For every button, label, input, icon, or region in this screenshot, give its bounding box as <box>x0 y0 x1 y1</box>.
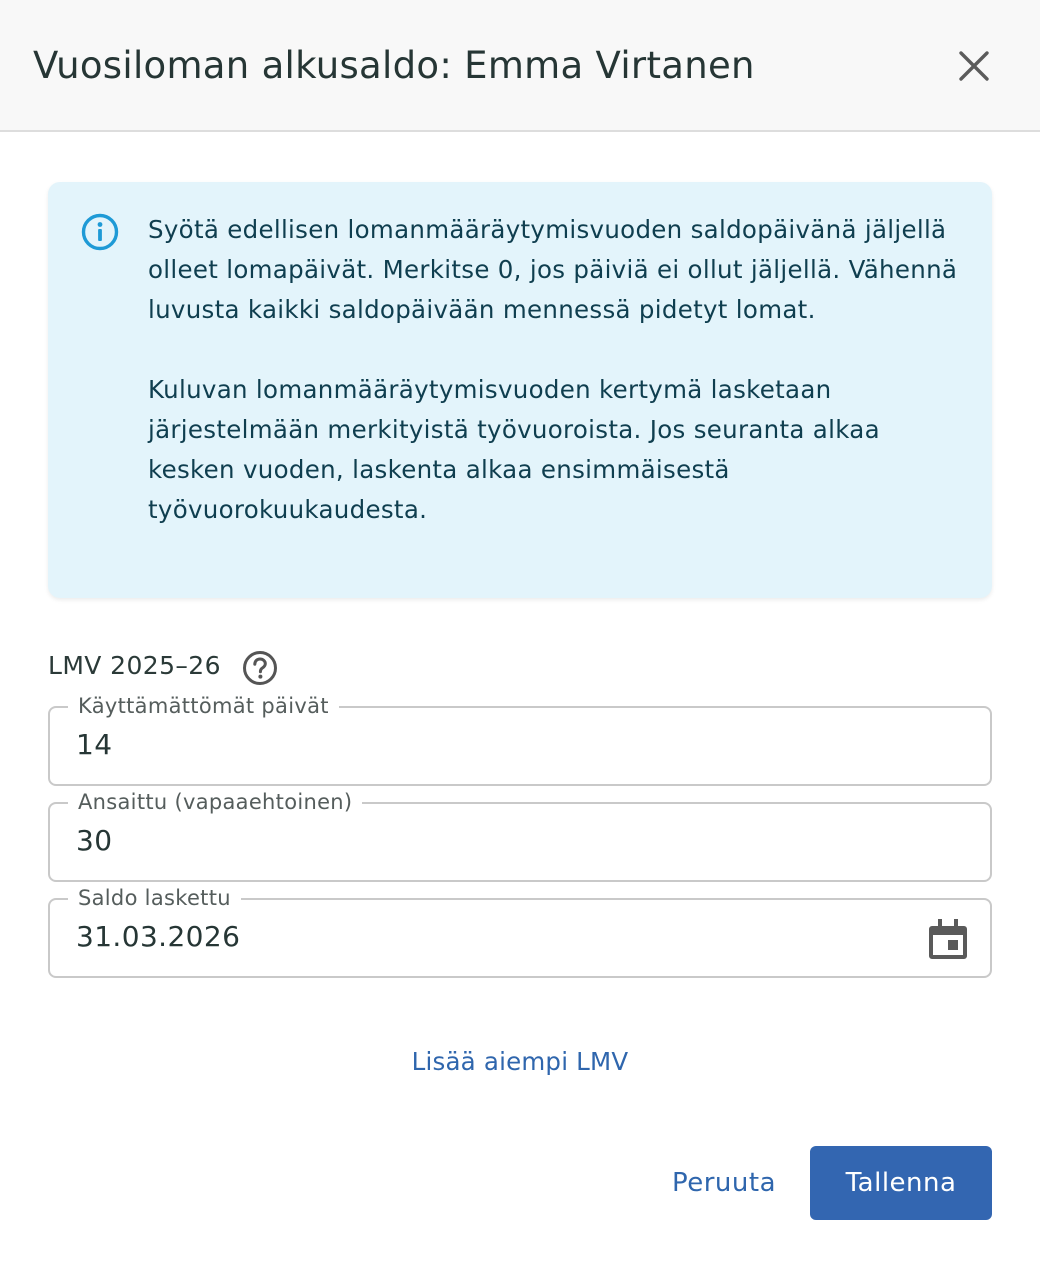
earned-label: Ansaittu (vapaaehtoinen) <box>68 787 362 817</box>
earned-input[interactable]: 30 <box>76 824 113 857</box>
info-callout <box>48 182 992 598</box>
dialog-title: Vuosiloman alkusaldo: Emma Virtanen <box>33 44 755 87</box>
calendar-icon[interactable] <box>926 917 970 961</box>
unused-days-input[interactable]: 14 <box>76 728 113 761</box>
balance-date-input[interactable]: 31.03.2026 <box>76 920 241 953</box>
info-icon <box>80 212 120 252</box>
cancel-button[interactable]: Peruuta <box>640 1146 808 1220</box>
balance-date-field[interactable] <box>48 886 992 978</box>
help-icon[interactable] <box>241 649 279 687</box>
info-paragraph-2: Kuluvan lomanmääräytymisvuoden kertymä lasketaan järjestelmään merkityistä työvuoroista. Jos seuranta alkaa kesken vuoden, laskenta alkaa ensimmäisestä työvuorokuukaudesta. <box>148 375 880 524</box>
close-icon <box>950 44 998 88</box>
balance-date-label: Saldo laskettu <box>68 883 241 913</box>
add-previous-period-link[interactable]: Lisää aiempi LMV <box>411 1047 629 1076</box>
dialog-header <box>0 0 1040 132</box>
unused-days-field[interactable] <box>48 694 992 786</box>
period-label: LMV 2025–26 <box>48 651 221 680</box>
info-text <box>148 210 968 530</box>
unused-days-label: Käyttämättömät päivät <box>68 691 339 721</box>
save-button[interactable]: Tallenna <box>810 1146 992 1220</box>
info-paragraph-1: Syötä edellisen lomanmääräytymisvuoden saldopäivänä jäljellä olleet lomapäivät. Merkitse 0, jos päiviä ei ollut jäljellä. Vähennä luvusta kaikki saldopäivään mennessä pidetyt lomat. <box>148 215 958 324</box>
close-button[interactable] <box>950 44 998 88</box>
earned-field[interactable] <box>48 790 992 882</box>
